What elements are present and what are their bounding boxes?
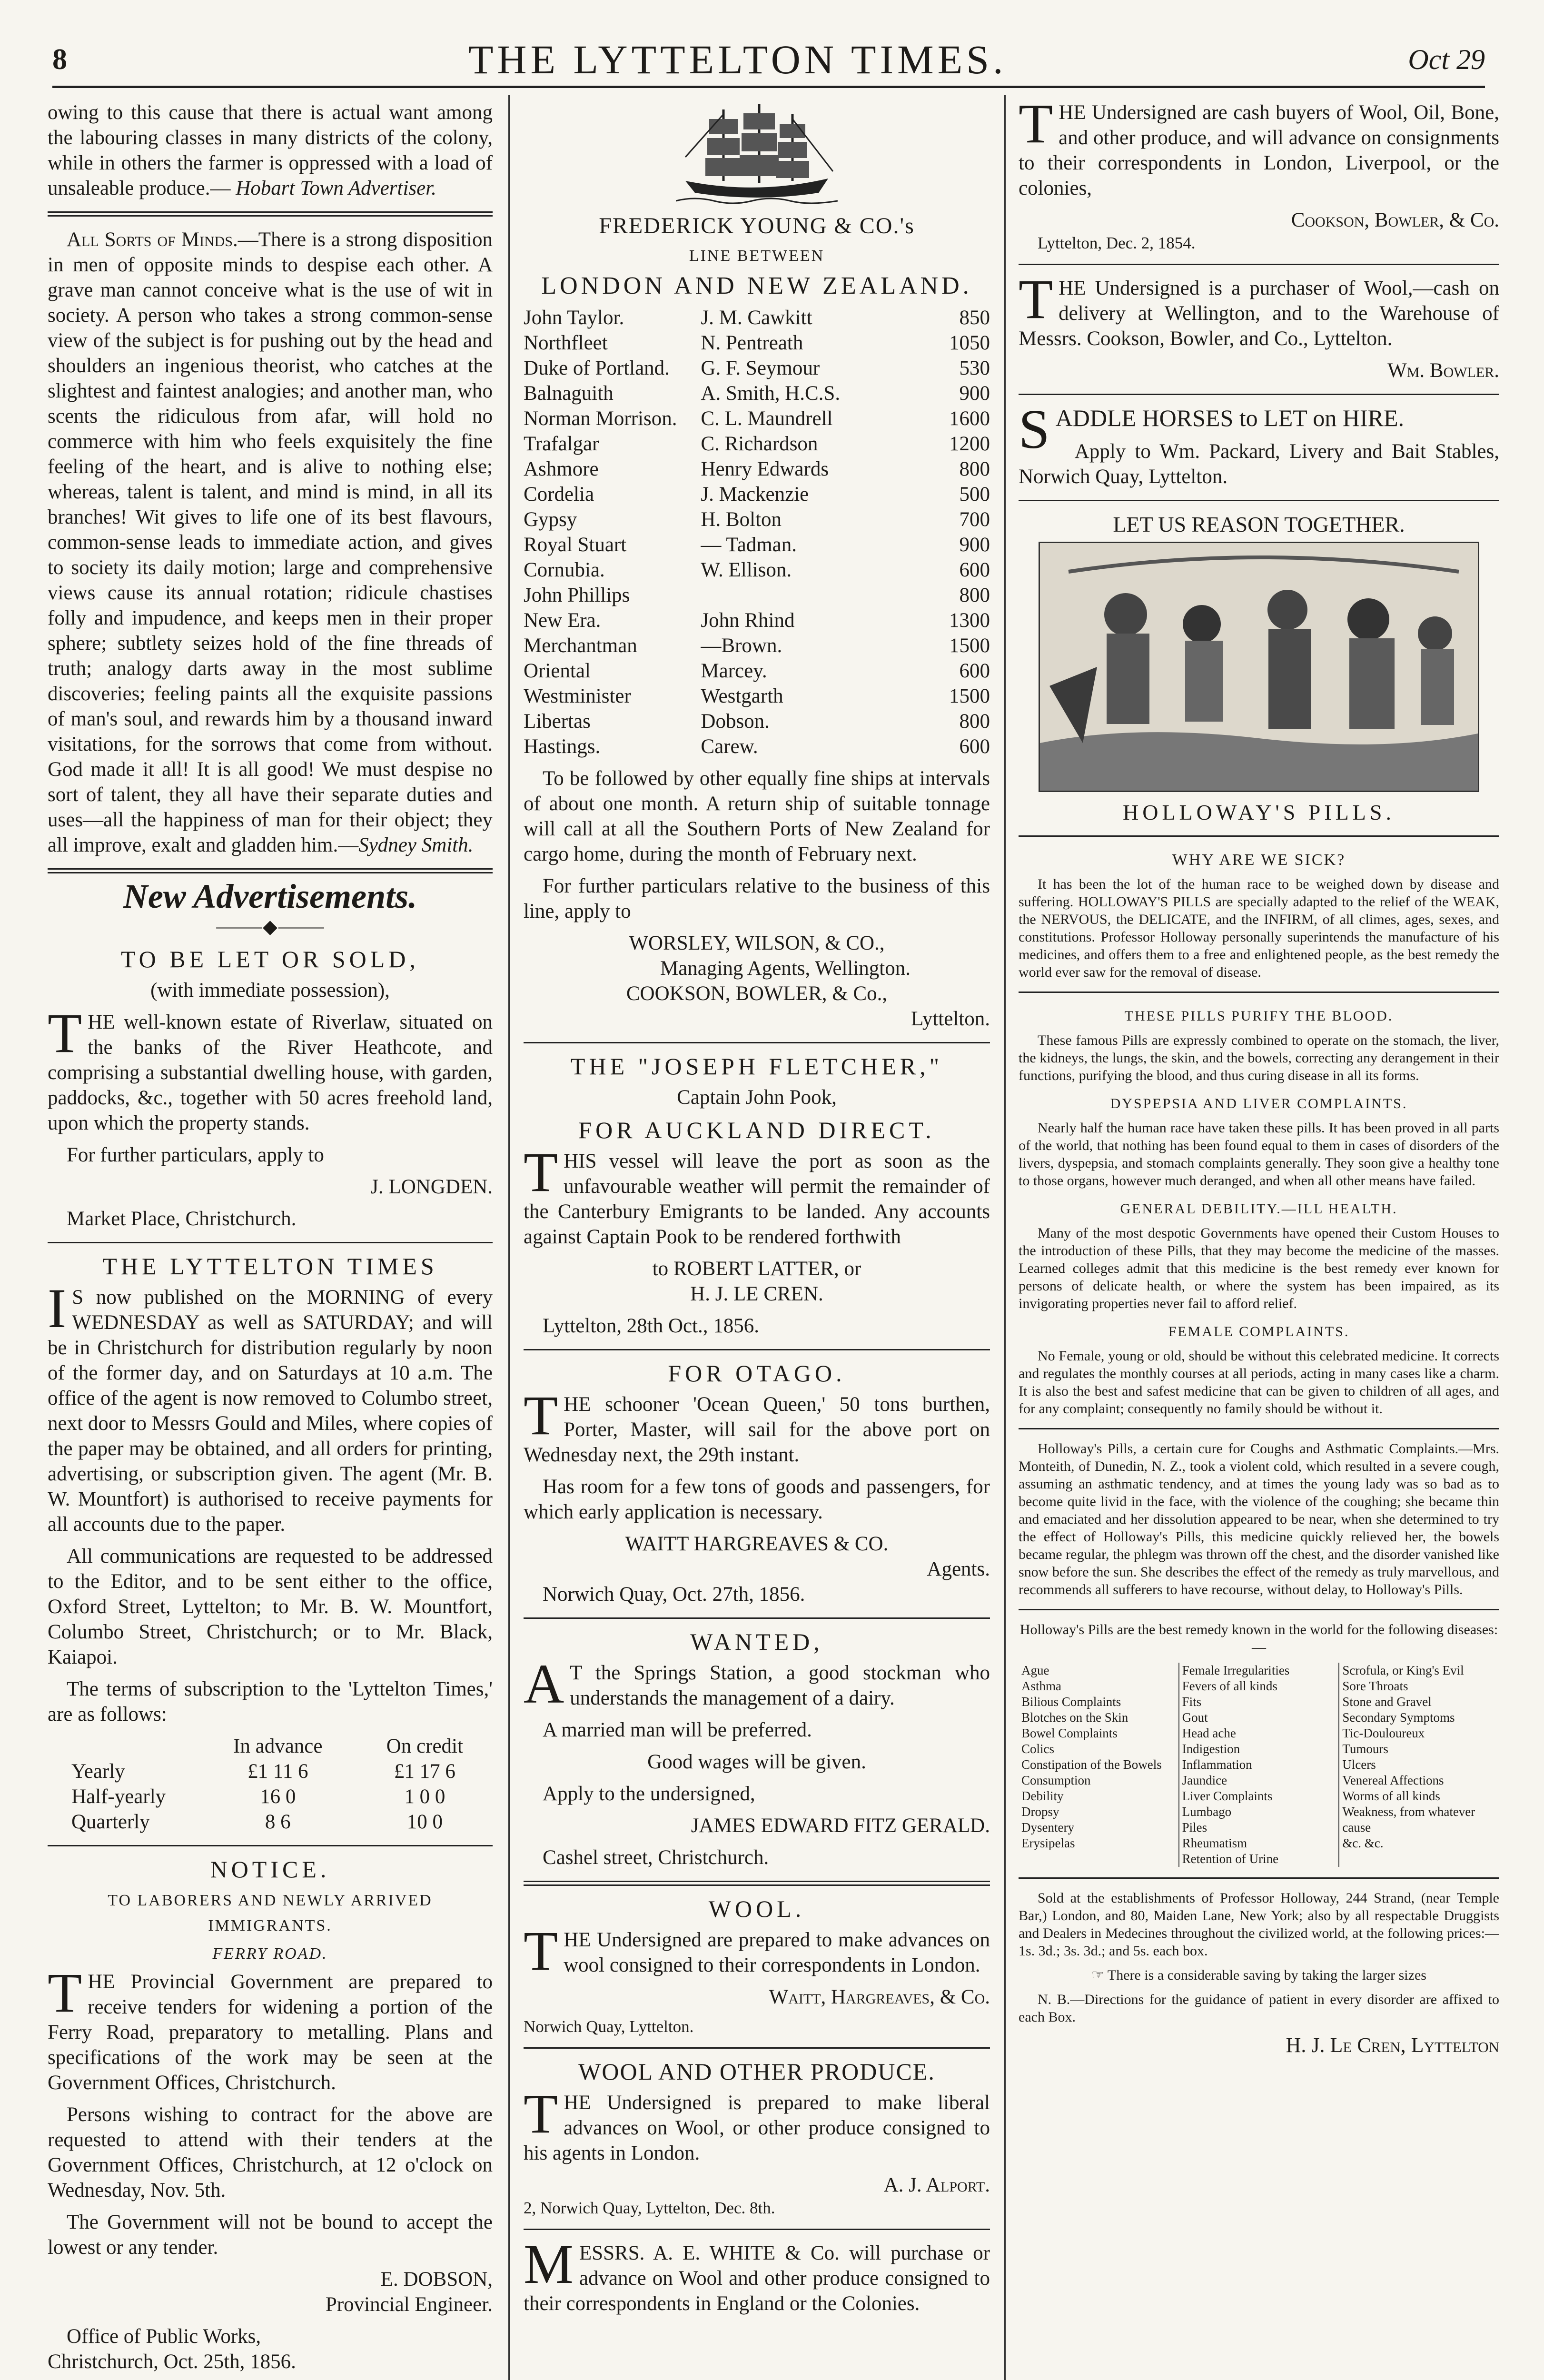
divider (524, 1617, 990, 1619)
ad-address: Office of Public Works, (67, 2325, 261, 2348)
ad-text: All communications are requested to be addressed to the Editor, and to be sent either to the office, Oxford Street, Lyttelton; to Mr. B. W. Mountfort, Columbo Street, Christchurch; or to Mr. Black, Kaiapoi. (48, 1545, 493, 1668)
ad-for-otago (524, 1361, 990, 1607)
ship-tonnage: 700 (959, 508, 990, 531)
ad-heading: LET US REASON TOGETHER. (1113, 512, 1405, 536)
ad-heading: FOR OTAGO. (668, 1360, 846, 1387)
disease-item: Dysentery (1021, 1820, 1074, 1835)
disease-item: Colics (1021, 1742, 1055, 1756)
ship-tonnage: 1500 (949, 685, 990, 707)
ad-body: THE schooner 'Ocean Queen,' 50 tons burthen, Porter, Master, will sail for the above port on Wednesday next, the 29th instant. (524, 1384, 990, 1466)
ship-name: Oriental (524, 660, 591, 682)
disease-item: Ulcers (1342, 1757, 1376, 1772)
ad-text: Persons wishing to contract for the above are requested to attend with their tenders at the Government Offices, Christchurch, at 12 o'clock on Wednesday, Nov. 5th. (48, 2103, 493, 2202)
ad-signer: H. J. Le Cren, Lyttelton (1286, 2033, 1499, 2057)
ship-name: Norman Morrison. (524, 407, 677, 430)
disease-item: Consumption (1021, 1773, 1091, 1787)
ad-signer: COOKSON, BOWLER, & Co., (626, 982, 888, 1005)
divider (524, 2229, 990, 2230)
ship-tonnage: 900 (959, 382, 990, 405)
ship-row (524, 456, 990, 482)
issue-date: Oct 29 (1408, 43, 1485, 75)
ship-tonnage: 1200 (949, 433, 990, 455)
ad-white (524, 2233, 990, 2316)
ship-tonnage: 800 (959, 584, 990, 606)
disease-item: Venereal Affections (1342, 1773, 1444, 1787)
ad-signer-title: Lyttelton. (911, 1008, 990, 1030)
disease-item: Constipation of the Bowels (1021, 1757, 1162, 1772)
ad-body: THE Undersigned is a purchaser of Wool,—cash on delivery at Wellington, and to the Warehouse of Messrs. Cookson, Bowler, and Co., Lyttelton. (1019, 268, 1499, 350)
ad-signer-title: Provincial Engineer. (325, 2293, 493, 2316)
ship-master: Dobson. (701, 710, 770, 733)
disease-column (1019, 1663, 1179, 1867)
disease-item: Gout (1182, 1710, 1208, 1725)
ad-text: Many of the most despotic Governments have opened their Custom Houses to the introduction of these Pills, that they may become the medicine of the masses. Learned colleges admit that this medicine is the best remedy ever known for persons of delicate health, or where the system has been impaired, as its invigorating properties never fail to afford relief. (1019, 1225, 1499, 1311)
ad-cookson (1019, 100, 1499, 253)
ad-signer-title: Managing Agents, Wellington. (660, 957, 911, 980)
ad-body: THE Undersigned are prepared to make advances on wool consigned to their correspondents in London. (524, 1920, 990, 1982)
ad-text: N. B.—Directions for the guidance of patient in every disorder are affixed to each Box. (1019, 1992, 1499, 2025)
disease-item: Blotches on the Skin (1021, 1710, 1128, 1725)
ad-text: ☞ There is a considerable saving by taking the larger sizes (1091, 1967, 1426, 1983)
disease-item: Bowel Complaints (1021, 1726, 1118, 1740)
divider (48, 868, 493, 873)
ad-subheading: DYSPEPSIA AND LIVER COMPLAINTS. (1110, 1096, 1408, 1111)
ad-signer: H. J. LE CREN. (690, 1283, 823, 1305)
disease-item: Female Irregularities (1182, 1663, 1290, 1677)
ship-tonnage: 530 (959, 357, 990, 379)
ad-heading: THE LYTTELTON TIMES (102, 1253, 438, 1279)
ad-joseph-fletcher (524, 1054, 990, 1339)
disease-item: Lumbago (1182, 1805, 1232, 1819)
ad-date: Norwich Quay, Oct. 27th, 1856. (543, 1583, 805, 1606)
ad-signer: E. DOBSON, (380, 2268, 493, 2291)
ship-row (524, 381, 990, 406)
ad-signer: JAMES EDWARD FITZ GERALD. (691, 1815, 990, 1837)
ad-heading: NOTICE. (210, 1856, 330, 1883)
ship-master: A. Smith, H.C.S. (701, 382, 841, 405)
ship-tonnage: 500 (959, 483, 990, 506)
disease-item: Jaundice (1182, 1773, 1227, 1787)
ad-subheading: FEMALE COMPLAINTS. (1168, 1324, 1350, 1339)
ship-tonnage: 600 (959, 559, 990, 581)
ad-signer: WAITT HARGREAVES & CO. (625, 1533, 889, 1555)
ad-wool-produce (524, 2059, 990, 2218)
ship-name: Westminister (524, 685, 631, 707)
ad-heading: LONDON AND NEW ZEALAND. (541, 272, 972, 299)
pointing-hand-icon: ☞ (1091, 1967, 1108, 1983)
ship-row (524, 507, 990, 532)
ad-address: Market Place, Christchurch. (67, 1208, 297, 1230)
ship-master: Westgarth (701, 685, 783, 707)
disease-item: Piles (1182, 1820, 1207, 1835)
sailing-ship-icon (676, 100, 838, 209)
ship-row (524, 356, 990, 381)
ship-master: H. Bolton (701, 508, 782, 531)
ornament: ⸻◆⸻ (215, 916, 325, 937)
disease-item: Stone and Gravel (1342, 1695, 1432, 1709)
divider (1019, 992, 1499, 993)
disease-item: Fevers of all kinds (1182, 1679, 1277, 1693)
ship-name: Cordelia (524, 483, 594, 506)
ad-subheading: GENERAL DEBILITY.—ILL HEALTH. (1120, 1201, 1398, 1217)
disease-item: Retention of Urine (1182, 1852, 1279, 1866)
ship-master: —Brown. (701, 635, 782, 657)
ship-master: John Rhind (701, 609, 795, 632)
ad-saddle-horses (1019, 398, 1499, 489)
engraving-illustration (1039, 542, 1479, 792)
ad-text: to ROBERT LATTER, or (652, 1258, 861, 1280)
ship-master: W. Ellison. (701, 559, 792, 581)
ad-heading: THE "JOSEPH FLETCHER," (570, 1053, 943, 1080)
ship-name: Cornubia. (524, 559, 605, 581)
ship-master: Carew. (701, 735, 758, 758)
ship-tonnage: 850 (959, 307, 990, 329)
ad-text: The Government will not be bound to accept the lowest or any tender. (48, 2211, 493, 2259)
divider (1019, 1609, 1499, 1610)
ad-subheading: FERRY ROAD. (212, 1945, 328, 1963)
ad-subheading: Captain John Pook, (677, 1086, 837, 1109)
ship-name: Hastings. (524, 735, 601, 758)
ad-text: Nearly half the human race have taken these pills. It has been proved in all parts of the world, that nothing has been found equal to them in cases of disorders of the livers, dyspepsia, and stomach complaints generally. They soon give a healthy tone to those organs, however much deranged, and when all other means have failed. (1019, 1120, 1499, 1189)
disease-item: Asthma (1021, 1679, 1061, 1693)
ship-name: Trafalgar (524, 433, 599, 455)
ad-subheading: WHY ARE WE SICK? (1172, 851, 1346, 869)
disease-item: Tic-Douloureux (1342, 1726, 1425, 1740)
ship-master: — Tadman. (701, 534, 797, 556)
ad-text: These famous Pills are expressly combined to operate on the stomach, the liver, the kidneys, the lungs, the skin, and the bowels, correcting any derangement in their functions, purifying the blood, and thus curing disease in all its forms. (1019, 1032, 1499, 1083)
ship-row (524, 734, 990, 759)
ship-master: J. Mackenzie (701, 483, 809, 506)
ship-tonnage: 800 (959, 710, 990, 733)
ship-tonnage: 1500 (949, 635, 990, 657)
ad-to-let (48, 947, 493, 1231)
ad-text: The terms of subscription to the 'Lyttelton Times,' are as follows: (48, 1678, 493, 1726)
ad-body: MESSRS. A. E. WHITE & Co. will purchase or advance on Wool and other produce consigned to their correspondents in England or the Colonies. (524, 2233, 990, 2315)
ad-text: Apply to Wm. Packard, Livery and Bait Stables, Norwich Quay, Lyttelton. (1019, 440, 1499, 488)
ship-row (524, 406, 990, 431)
ad-signer: WORSLEY, WILSON, & CO., (629, 932, 885, 954)
disease-item: Secondary Symptoms (1342, 1710, 1455, 1725)
ship-list (524, 305, 990, 759)
column-rule (508, 95, 510, 2380)
ship-row (524, 431, 990, 456)
ad-text: A married man will be preferred. (543, 1719, 812, 1741)
ad-signer: Wm. Bowler. (1387, 359, 1499, 382)
divider (524, 2047, 990, 2049)
newspaper-title: THE LYTTELTON TIMES. (468, 37, 1007, 82)
ship-name: New Era. (524, 609, 601, 632)
disease-item: Liver Complaints (1182, 1789, 1273, 1803)
ship-row (524, 330, 990, 356)
ship-row (524, 608, 990, 633)
ad-text: No Female, young or old, should be without this celebrated medicine. It corrects and regulates the monthly courses at all periods, acting in many cases like a charm. It is also the best and safest medicine that can be given to children of all ages, and for any complaint; consequently no family should be without it. (1019, 1348, 1499, 1417)
ad-heading: FOR AUCKLAND DIRECT. (578, 1117, 935, 1143)
ad-subheading: THESE PILLS PURIFY THE BLOOD. (1124, 1008, 1394, 1024)
ad-subheading: (with immediate possession), (150, 979, 390, 1002)
disease-item: Rheumatism (1182, 1836, 1247, 1850)
divider (1019, 1877, 1499, 1879)
table-row: Yearly £1 11 6 £1 17 6 (71, 1760, 455, 1783)
ad-subheading: TO LABORERS AND NEWLY ARRIVED IMMIGRANTS. (108, 1892, 433, 1934)
ad-body: THE Provincial Government are prepared to receive tenders for widening a portion of the Ferry Road, preparatory to metalling. Plans and specifications of the work may be seen at the Government Offices, Christchurch. (48, 1962, 493, 2094)
ad-signer-title: Agents. (927, 1558, 990, 1580)
table-header: In advance (233, 1735, 323, 1757)
ad-body: THE Undersigned are cash buyers of Wool, Oil, Bone, and other produce, and will advance on consignments to their correspondents in London, Liverpool, or the colonies, (1019, 100, 1499, 199)
ship-name: Merchantman (524, 635, 637, 657)
ad-body: THIS vessel will leave the port as soon as the unfavourable weather will permit the remainder of the Canterbury Emigrants to be landed. Any accounts against Captain Pook to be rendered forthwith (524, 1141, 990, 1248)
ship-name: Royal Stuart (524, 534, 627, 556)
ad-wanted (524, 1629, 990, 1870)
ad-text: Good wages will be given. (647, 1751, 866, 1773)
ship-tonnage: 800 (959, 458, 990, 480)
table-row: Half-yearly 16 0 1 0 0 (71, 1785, 445, 1808)
ship-row (524, 532, 990, 557)
divider (524, 1349, 990, 1350)
ad-text: For further particulars relative to the business of this line, apply to (524, 875, 990, 922)
page-number: 8 (52, 43, 67, 76)
divider (48, 211, 493, 217)
disease-column (1339, 1663, 1499, 1867)
disease-item: Scrofula, or King's Evil (1342, 1663, 1464, 1677)
ad-text: For further particulars, apply to (67, 1144, 324, 1166)
column-2 (524, 100, 990, 2380)
disease-column (1179, 1663, 1339, 1867)
disease-item: Inflammation (1182, 1757, 1252, 1772)
ship-row (524, 633, 990, 658)
section-heading-new-advertisements: New Advertisements. (123, 877, 417, 915)
ad-signer: A. J. Alport. (883, 2174, 990, 2196)
divider (1019, 500, 1499, 501)
ship-master: J. M. Cawkitt (701, 307, 812, 329)
ad-text: It has been the lot of the human race to be weighed down by disease and suffering. HOLLOWAY'S PILLS are specially adapted to the relief of the WEAK, the NERVOUS, the DELICATE, and the INFIRM, of all climes, ages, sexes, and constitutions. Professor Holloway personally superintends the manufacture of his medicines, and offers them to a free and enlightened people, as the best remedy the world ever saw for the removal of disease. (1019, 876, 1499, 980)
ad-address: Norwich Quay, Lyttelton. (524, 2017, 694, 2036)
ad-text: Holloway's Pills are the best remedy known in the world for the following diseases:— (1019, 1622, 1498, 1655)
disease-item: Head ache (1182, 1726, 1236, 1740)
ad-body: THE well-known estate of Riverlaw, situated on the banks of the River Heathcote, and comprising a substantial dwelling house, with garden, paddocks, &c., together with 50 acres freehold land, upon which the property stands. (48, 1002, 493, 1134)
ad-heading: HOLLOWAY'S PILLS. (1123, 800, 1395, 824)
ship-row (524, 482, 990, 507)
column-3 (1019, 100, 1499, 2380)
masthead (52, 33, 1485, 88)
disease-item: Bilious Complaints (1021, 1695, 1121, 1709)
ship-master: Marcey. (701, 660, 767, 682)
ship-master: C. Richardson (701, 433, 818, 455)
ship-tonnage: 600 (959, 660, 990, 682)
ad-wool (524, 1896, 990, 2037)
ad-notice (48, 1857, 493, 2374)
disease-table (1019, 1663, 1499, 1867)
ship-row (524, 557, 990, 583)
ad-text: Apply to the undersigned, (543, 1783, 755, 1805)
ship-master: C. L. Maundrell (701, 407, 833, 430)
article-minds: All Sorts of Minds.—There is a strong disposition in men of opposite minds to despise each other. A grave man cannot conceive what is the use of wit in society. A person who takes a strong common-sense view of the subject is for pushing out by the head and shoulders an ingenious theorist, who catches at the slightest and faintest analogies; and another man, who scents the ridiculous from afar, will hold no commerce with him who feels exquisitely the fine feeling of the heart, and is alive to nothing else; whereas, talent is talent, and mind is mind, in all its branches! Wit gives to life one of its best flavours, common-sense leads to immediate action, and gives to society its daily motion; large and comprehensive views cause its annual rotation; ridicule chastises folly and impudence, and keeps men in their proper sphere; subtlety seizes hold of the fine threads of truth; analogy darts away in the most sublime discoveries; feeling paints all the exquisite passions of man's soul, and rewards him by a thousand inward visitations, for the sorrows that come from without. God made it all! It is all good! We must despise no sort of talent, they all have their separate duties and uses—all the happiness of man for their object; they all improve, exalt and gladden him.—Sydney Smith. (48, 228, 493, 856)
column-rule (1004, 95, 1006, 2380)
disease-item: Ague (1021, 1663, 1049, 1677)
ship-name: Ashmore (524, 458, 599, 480)
ad-text: Holloway's Pills, a certain cure for Coughs and Asthmatic Complaints.—Mrs. Monteith, of Dunedin, N. Z., took a violent cold, which resulted in a severe cough, assuming an asthmatic tendency, and at times the young lady was so bad as to become quite livid in the face, with the violence of the coughing; she became thin and emaciated and her dissolution appeared to be near, when she determined to try the effect of Holloway's Pills, this medicine quickly relieved her, the bowels became regular, the phlegm was thrown off the chest, and the disorder vanished like snow before the sun. She describes the effect of the remedy as truly marvellous, and recommends all sufferers to have recourse, without delay, to Holloway's Pills. (1019, 1441, 1499, 1597)
ad-heading: WOOL AND OTHER PRODUCE. (578, 2058, 935, 2085)
ship-master: Henry Edwards (701, 458, 829, 480)
ad-date: Lyttelton, 28th Oct., 1856. (543, 1315, 760, 1337)
subscription-table (48, 1734, 493, 1835)
divider (1019, 264, 1499, 265)
ad-lyttelton-times (48, 1254, 493, 1835)
disease-item: Erysipelas (1021, 1836, 1075, 1850)
column-1 (48, 100, 493, 2380)
ship-name: Gypsy (524, 508, 577, 531)
ad-text: To be followed by other equally fine ships at intervals of about one month. A return ship of suitable tonnage will call at all the Southern Ports of New Zealand for cargo home, during the month of February next. (524, 767, 990, 865)
ad-body: THE Undersigned is prepared to make liberal advances on Wool, or other produce consigned to his agents in London. (524, 2082, 990, 2164)
ship-master: N. Pentreath (701, 332, 803, 354)
ad-date: Lyttelton, Dec. 2, 1854. (1038, 234, 1196, 252)
ship-row (524, 658, 990, 684)
ship-tonnage: 900 (959, 534, 990, 556)
divider (524, 1881, 990, 1886)
ad-body: I S now published on the MORNING of every WEDNESDAY as well as SATURDAY; and will be in Christchurch for distribution regularly by noon of the former day, and on Saturdays at 10 a.m. The office of the agent is now removed to Columbo street, next door to Messrs Gould and Miles, where copies of the paper may be obtained, and all orders for printing, advertising, or subscription given. The agent (Mr. B. W. Mountfort) is authorised to receive payments for all accounts due to the paper. (48, 1277, 493, 1536)
divider (48, 1845, 493, 1846)
disease-item: Worms of all kinds (1342, 1789, 1440, 1803)
disease-item: &c. &c. (1342, 1836, 1384, 1850)
ad-text: Sold at the establishments of Professor Holloway, 244 Strand, (near Temple Bar,) London, and 80, Maiden Lane, New York; also by all respectable Druggists and Dealers in Medecines throughout the civilized world, at the following prices:—1s. 3d.; 3s. 3d.; and 5s. each box. (1019, 1890, 1499, 1959)
ad-bowler (1019, 268, 1499, 383)
ship-name: Libertas (524, 710, 591, 733)
ad-body: A T the Springs Station, a good stockman who understands the management of a dairy. (524, 1653, 990, 1715)
ship-name: Duke of Portland. (524, 357, 670, 379)
disease-item: Sore Throats (1342, 1679, 1408, 1693)
disease-item: Indigestion (1182, 1742, 1240, 1756)
disease-item: Tumours (1342, 1742, 1388, 1756)
ship-row (524, 684, 990, 709)
ship-name: John Taylor. (524, 307, 624, 329)
table-row: Quarterly 8 6 10 0 (71, 1811, 443, 1833)
ship-row (524, 583, 990, 608)
ad-body: SADDLE HORSES to LET on HIRE. (1019, 398, 1405, 460)
disease-item: Debility (1021, 1789, 1064, 1803)
divider (1019, 835, 1499, 837)
divider (1019, 394, 1499, 395)
ad-address: Cashel street, Christchurch. (543, 1846, 769, 1869)
ad-signer: Cookson, Bowler, & Co. (1291, 209, 1499, 231)
divider (1019, 1428, 1499, 1429)
ship-name: Balnaguith (524, 382, 614, 405)
ship-tonnage: 1050 (949, 332, 990, 354)
ship-tonnage: 600 (959, 735, 990, 758)
ad-address: 2, Norwich Quay, Lyttelton, Dec. 8th. (524, 2199, 775, 2217)
ad-heading: FREDERICK YOUNG & CO.'s (599, 213, 915, 238)
ship-master (701, 583, 906, 608)
ad-signer: J. LONGDEN. (370, 1176, 493, 1198)
disease-item: Fits (1182, 1695, 1202, 1709)
ad-text: Has room for a few tons of goods and passengers, for which early application is necessary. (524, 1476, 990, 1523)
ad-heading: WOOL. (708, 1895, 805, 1922)
ship-row (524, 305, 990, 330)
ship-name: Northfleet (524, 332, 608, 354)
ship-tonnage: 1300 (949, 609, 990, 632)
ship-row (524, 709, 990, 734)
ad-holloway (1019, 512, 1499, 2058)
divider (48, 1242, 493, 1243)
ad-subheading: LINE BETWEEN (689, 247, 825, 265)
disease-item: Weakness, from whatever cause (1342, 1805, 1475, 1835)
ad-signer: Waitt, Hargreaves, & Co. (769, 1986, 990, 2008)
divider (524, 1042, 990, 1043)
ship-master: G. F. Seymour (701, 357, 820, 379)
ship-tonnage: 1600 (949, 407, 990, 430)
ad-heading: WANTED, (690, 1628, 823, 1655)
ad-date: Christchurch, Oct. 25th, 1856. (48, 2350, 296, 2373)
table-header: On credit (386, 1735, 463, 1757)
disease-item: Dropsy (1021, 1805, 1059, 1819)
article-lead: owing to this cause that there is actual want among the labouring classes in many districts of the colony, while in others the farmer is oppressed with a load of unsaleable produce.— Hobart Town Advertiser. (48, 101, 493, 199)
ad-frederick-young (524, 100, 990, 1031)
ship-name: John Phillips (524, 584, 630, 606)
ad-heading: TO BE LET OR SOLD, (121, 946, 419, 972)
